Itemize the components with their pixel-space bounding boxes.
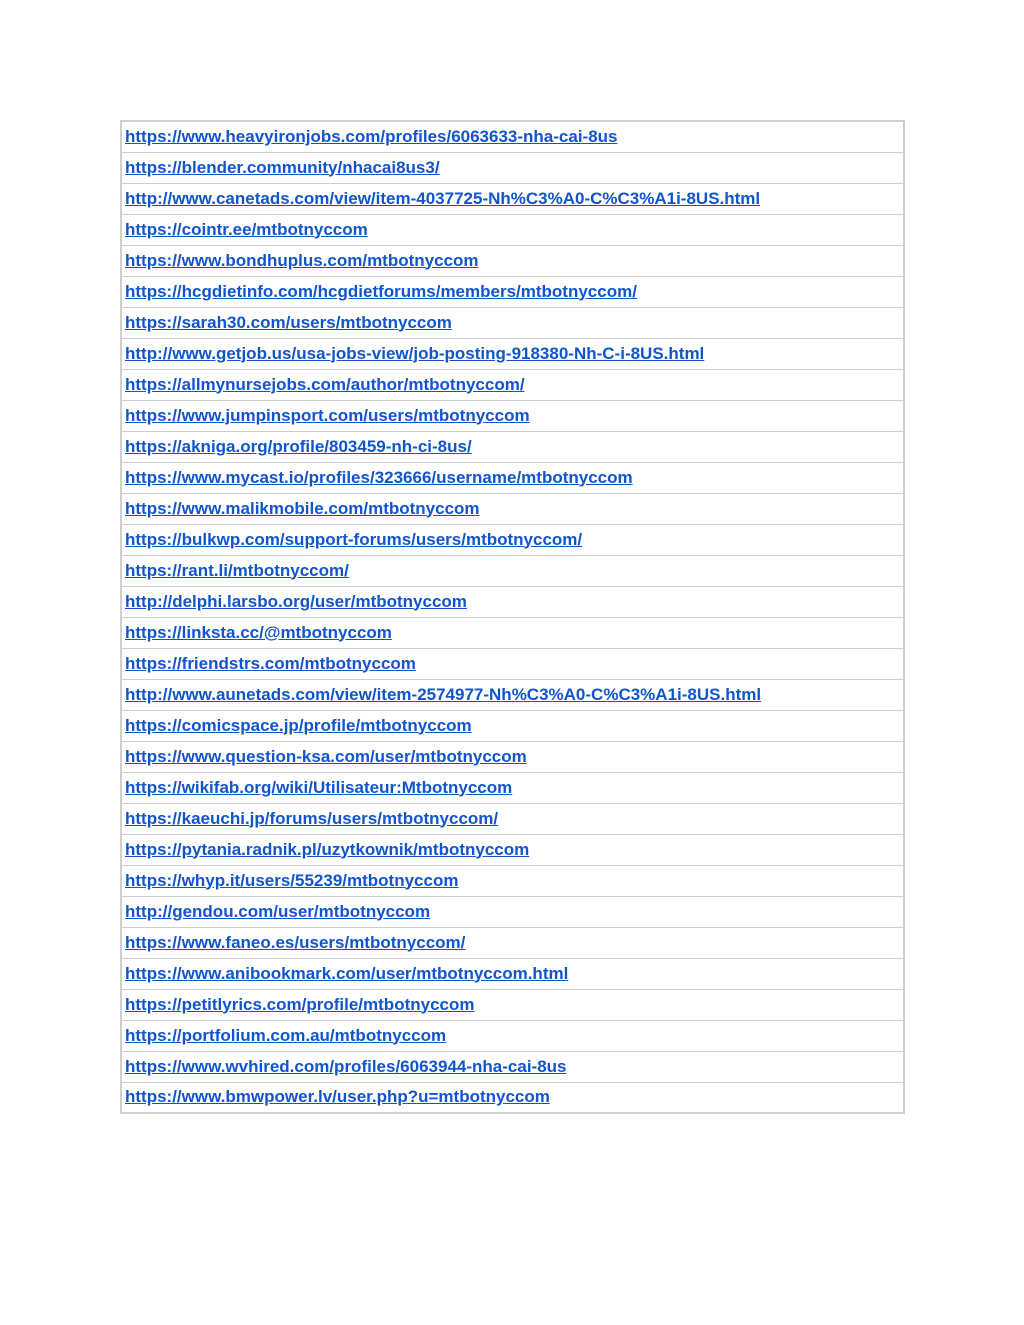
table-row bbox=[121, 989, 904, 1020]
url-link[interactable]: http://delphi.larsbo.org/user/mtbotnyccom bbox=[125, 591, 467, 611]
url-link[interactable]: https://portfolium.com.au/mtbotnyccom bbox=[125, 1025, 447, 1045]
table-cell bbox=[121, 927, 904, 958]
table-row bbox=[121, 307, 904, 338]
table-cell bbox=[121, 400, 904, 431]
url-link[interactable]: https://www.question-ksa.com/user/mtbotnyccom bbox=[125, 746, 527, 766]
url-link[interactable]: https://www.anibookmark.com/user/mtbotnyccom.html bbox=[125, 963, 569, 983]
table-row bbox=[121, 1020, 904, 1051]
table-cell bbox=[121, 741, 904, 772]
table-row bbox=[121, 617, 904, 648]
url-link[interactable]: https://wikifab.org/wiki/Utilisateur:Mtbotnyccom bbox=[125, 777, 513, 797]
table-cell bbox=[121, 803, 904, 834]
table-cell bbox=[121, 245, 904, 276]
table-row bbox=[121, 865, 904, 896]
url-link[interactable]: https://www.malikmobile.com/mtbotnyccom bbox=[125, 498, 480, 518]
url-link[interactable]: https://kaeuchi.jp/forums/users/mtbotnyccom/ bbox=[125, 808, 499, 828]
table-cell bbox=[121, 152, 904, 183]
url-link[interactable]: https://allmynursejobs.com/author/mtbotnyccom/ bbox=[125, 374, 525, 394]
url-link[interactable]: https://www.mycast.io/profiles/323666/username/mtbotnyccom bbox=[125, 467, 633, 487]
url-link[interactable]: https://bulkwp.com/support-forums/users/mtbotnyccom/ bbox=[125, 529, 583, 549]
table-cell bbox=[121, 1082, 904, 1113]
url-link[interactable]: http://www.getjob.us/usa-jobs-view/job-posting-918380-Nh-C-i-8US.html bbox=[125, 343, 705, 363]
table-cell bbox=[121, 865, 904, 896]
table-cell bbox=[121, 493, 904, 524]
table-cell bbox=[121, 834, 904, 865]
table-row bbox=[121, 679, 904, 710]
table-cell bbox=[121, 679, 904, 710]
url-link[interactable]: https://www.heavyironjobs.com/profiles/6063633-nha-cai-8us bbox=[125, 126, 618, 146]
table-cell bbox=[121, 121, 904, 152]
url-link[interactable]: https://sarah30.com/users/mtbotnyccom bbox=[125, 312, 452, 332]
url-link[interactable]: https://comicspace.jp/profile/mtbotnyccom bbox=[125, 715, 472, 735]
table-cell bbox=[121, 307, 904, 338]
url-link[interactable]: https://www.wvhired.com/profiles/6063944-nha-cai-8us bbox=[125, 1056, 567, 1076]
table-cell bbox=[121, 648, 904, 679]
url-link[interactable]: http://gendou.com/user/mtbotnyccom bbox=[125, 901, 431, 921]
table-row bbox=[121, 586, 904, 617]
table-row bbox=[121, 152, 904, 183]
table-cell bbox=[121, 958, 904, 989]
table-row bbox=[121, 741, 904, 772]
url-link[interactable]: https://cointr.ee/mtbotnyccom bbox=[125, 219, 368, 239]
url-link[interactable]: https://rant.li/mtbotnyccom/ bbox=[125, 560, 349, 580]
url-link[interactable]: https://blender.community/nhacai8us3/ bbox=[125, 157, 440, 177]
table-cell bbox=[121, 710, 904, 741]
url-link[interactable]: https://www.faneo.es/users/mtbotnyccom/ bbox=[125, 932, 466, 952]
url-link[interactable]: https://www.jumpinsport.com/users/mtbotnyccom bbox=[125, 405, 530, 425]
table-row bbox=[121, 803, 904, 834]
table-row bbox=[121, 462, 904, 493]
link-table bbox=[120, 120, 905, 1114]
table-row bbox=[121, 927, 904, 958]
table-row bbox=[121, 431, 904, 462]
table-cell bbox=[121, 555, 904, 586]
url-link[interactable]: https://www.bondhuplus.com/mtbotnyccom bbox=[125, 250, 479, 270]
table-cell bbox=[121, 214, 904, 245]
table-cell bbox=[121, 431, 904, 462]
url-link[interactable]: https://www.bmwpower.lv/user.php?u=mtbotnyccom bbox=[125, 1087, 550, 1107]
url-link[interactable]: https://akniga.org/profile/803459-nh-ci-8us/ bbox=[125, 436, 472, 456]
table-row bbox=[121, 121, 904, 152]
url-link[interactable]: https://whyp.it/users/55239/mtbotnyccom bbox=[125, 870, 459, 890]
table-cell bbox=[121, 1051, 904, 1082]
table-row bbox=[121, 338, 904, 369]
table-cell bbox=[121, 772, 904, 803]
table-cell bbox=[121, 462, 904, 493]
table-cell bbox=[121, 896, 904, 927]
url-link[interactable]: https://hcgdietinfo.com/hcgdietforums/members/mtbotnyccom/ bbox=[125, 281, 637, 301]
table-row bbox=[121, 648, 904, 679]
table-row bbox=[121, 958, 904, 989]
url-link[interactable]: https://linksta.cc/@mtbotnyccom bbox=[125, 622, 392, 642]
table-row bbox=[121, 772, 904, 803]
table-cell bbox=[121, 617, 904, 648]
url-link[interactable]: https://petitlyrics.com/profile/mtbotnyccom bbox=[125, 994, 475, 1014]
table-row bbox=[121, 493, 904, 524]
table-row bbox=[121, 834, 904, 865]
url-link[interactable]: https://pytania.radnik.pl/uzytkownik/mtbotnyccom bbox=[125, 839, 530, 859]
table-cell bbox=[121, 524, 904, 555]
table-row bbox=[121, 214, 904, 245]
table-row bbox=[121, 524, 904, 555]
table-cell bbox=[121, 276, 904, 307]
table-cell bbox=[121, 183, 904, 214]
table-row bbox=[121, 183, 904, 214]
url-link[interactable]: https://friendstrs.com/mtbotnyccom bbox=[125, 653, 416, 673]
table-cell bbox=[121, 369, 904, 400]
table-row bbox=[121, 896, 904, 927]
table-row bbox=[121, 245, 904, 276]
table-cell bbox=[121, 1020, 904, 1051]
table-row bbox=[121, 400, 904, 431]
table-row bbox=[121, 710, 904, 741]
url-link[interactable]: http://www.aunetads.com/view/item-2574977-Nh%C3%A0-C%C3%A1i-8US.html bbox=[125, 684, 762, 704]
table-cell bbox=[121, 338, 904, 369]
table-row bbox=[121, 1082, 904, 1113]
table-cell bbox=[121, 586, 904, 617]
table-row bbox=[121, 369, 904, 400]
table-row bbox=[121, 1051, 904, 1082]
table-row bbox=[121, 555, 904, 586]
link-table-body bbox=[121, 121, 904, 1113]
table-cell bbox=[121, 989, 904, 1020]
table-row bbox=[121, 276, 904, 307]
url-link[interactable]: http://www.canetads.com/view/item-4037725-Nh%C3%A0-C%C3%A1i-8US.html bbox=[125, 188, 761, 208]
